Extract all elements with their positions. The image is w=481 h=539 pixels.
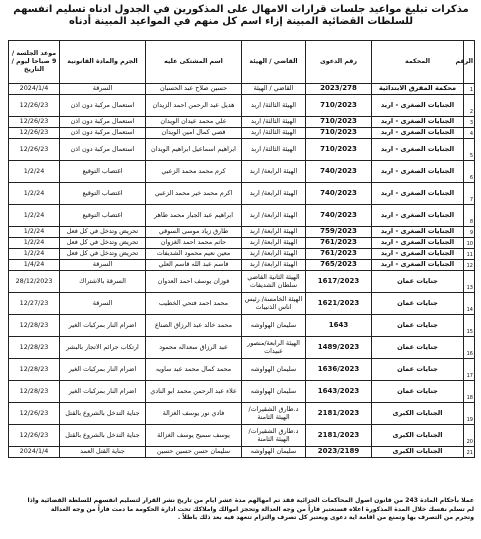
cell-date: 1/4/24 bbox=[9, 260, 60, 271]
cell-name: قاسم عبد الله قاسم العلي bbox=[146, 260, 242, 271]
table-row bbox=[9, 403, 475, 425]
table-row bbox=[9, 117, 475, 128]
cell-judge: د.طارق الشقيرات/الهيئة الثامنة bbox=[242, 403, 306, 425]
cell-charge: جناية القتل العمد bbox=[60, 447, 146, 458]
cell-date: 12/26/23 bbox=[9, 128, 60, 139]
cell-judge: الهيئة الرابعة/ اربد bbox=[242, 227, 306, 238]
cell-name: هديل عبد الرحمن احمد الزيدان bbox=[146, 95, 242, 117]
cell-date: 12/28/23 bbox=[9, 337, 60, 359]
cell-court: محكمة المفرق الابتدائية bbox=[372, 84, 464, 95]
page-title: مذكرات تبليغ مواعيد جلسات قرارات الامهال على المذكورين في الجدول ادناه تسليم انفسهم للسلطات القضائية المبينة إزاء اسم كل منهم في المواعيد المبينة أدناه bbox=[13, 4, 469, 27]
table-row bbox=[9, 271, 475, 293]
cell-date: 12/26/23 bbox=[9, 139, 60, 161]
cell-case: 761/2023 bbox=[306, 249, 372, 260]
cell-court: جنايات عمان bbox=[372, 359, 464, 381]
cell-name: طارق زياد موسى السوقي bbox=[146, 227, 242, 238]
cell-name: فادي نور يوسف الغزالة bbox=[146, 403, 242, 425]
cell-case: 2181/2023 bbox=[306, 403, 372, 425]
cell-charge: تحريض وتدخل في كل فعل bbox=[60, 238, 146, 249]
cell-name: ابراهيم عبد الجبار محمد طاهر bbox=[146, 205, 242, 227]
cell-case: 710/2023 bbox=[306, 139, 372, 161]
table-row bbox=[9, 161, 475, 183]
header-name: اسم المشتكى عليه bbox=[146, 41, 242, 84]
cell-judge: الهيئة الرابعة/منصور عبيدات bbox=[242, 337, 306, 359]
cell-num: 20 bbox=[464, 425, 475, 447]
table-row bbox=[9, 95, 475, 117]
cell-name: عبد الرزاق سعداله محمود bbox=[146, 337, 242, 359]
cell-num: 4 bbox=[464, 128, 475, 139]
table-row bbox=[9, 84, 475, 95]
cell-case: 759/2023 bbox=[306, 227, 372, 238]
cell-court: الجنايات الصغرى - اربد bbox=[372, 205, 464, 227]
cell-name: معين نعيم محمود الشديفات bbox=[146, 249, 242, 260]
cell-charge: جناية التدخل بالشروع بالقتل bbox=[60, 425, 146, 447]
cell-num: 8 bbox=[464, 205, 475, 227]
legal-notice-line: وتحرم من التصرف بها وتمنع من اقامة اية دعوى ويعتبر كل تصرف والتزام تتعهد فيه بعد ذلك باطلاً . bbox=[177, 514, 474, 522]
cell-name: فوزان يوسف احمد العدوان bbox=[146, 271, 242, 293]
table-row bbox=[9, 249, 475, 260]
cell-court: الجنايات الكبرى bbox=[372, 425, 464, 447]
cell-court: الجنايات الصغرى - اربد bbox=[372, 249, 464, 260]
cell-case: 765/2023 bbox=[306, 260, 372, 271]
cell-num: 17 bbox=[464, 359, 475, 381]
cell-num: 14 bbox=[464, 293, 475, 315]
cell-charge: جناية التدخل بالشروع بالقتل bbox=[60, 403, 146, 425]
cell-name: محمد كمال محمد عبد ساويه bbox=[146, 359, 242, 381]
header-judge: القاضي / الهيئة bbox=[242, 41, 306, 84]
cell-charge: اضرام النار بمركبات الغير bbox=[60, 381, 146, 403]
cell-num: 2 bbox=[464, 95, 475, 117]
cell-case: 2023/278 bbox=[306, 84, 372, 95]
cell-num: 18 bbox=[464, 381, 475, 403]
cell-case: 740/2023 bbox=[306, 183, 372, 205]
cell-case: 1636/2023 bbox=[306, 359, 372, 381]
cell-case: 2023/2189 bbox=[306, 447, 372, 458]
sessions-table bbox=[8, 40, 475, 458]
cell-name: حاتم محمد احمد الغزوان bbox=[146, 238, 242, 249]
cell-case: 1489/2023 bbox=[306, 337, 372, 359]
legal-notice-line: عملا بأحكام المادة 243 من قانون اصول المحاكمات الجزائية فقد تم امهالهم مدة عشر ايام من تاريخ نشر القرار لتسليم انفسهم للسلطة القضائية واذا bbox=[27, 497, 474, 504]
cell-judge: الهيئة الثالثة/ اربد bbox=[242, 128, 306, 139]
cell-name: علاء عبد الرحمن محمد ابو النادي bbox=[146, 381, 242, 403]
cell-charge: اضرام النار بمركبات الغير bbox=[60, 359, 146, 381]
table-row bbox=[9, 260, 475, 271]
header-num: الرقم bbox=[464, 41, 475, 84]
table-row bbox=[9, 293, 475, 315]
cell-date: 12/28/23 bbox=[9, 315, 60, 337]
cell-charge: اغتصاب التوقيع bbox=[60, 205, 146, 227]
cell-case: 1617/2023 bbox=[306, 271, 372, 293]
cell-case: 1643/2023 bbox=[306, 381, 372, 403]
table-row bbox=[9, 425, 475, 447]
cell-charge: ارتكاب جرائم الاتجار بالبشر bbox=[60, 337, 146, 359]
table-row bbox=[9, 128, 475, 139]
cell-judge: الهيئة الثالثة/ اربد bbox=[242, 139, 306, 161]
table-row bbox=[9, 337, 475, 359]
cell-num: 11 bbox=[464, 249, 475, 260]
cell-charge: اغتصاب التوقيع bbox=[60, 161, 146, 183]
cell-date: 12/26/23 bbox=[9, 403, 60, 425]
cell-judge: سليمان الهواوشه bbox=[242, 315, 306, 337]
header-charge: الجرم والمادة القانونية bbox=[60, 41, 146, 84]
cell-court: الجنايات الكبرى bbox=[372, 403, 464, 425]
cell-judge: الهيئة الرابعة/ اربد bbox=[242, 205, 306, 227]
cell-charge: السرقة بالاشتراك bbox=[60, 271, 146, 293]
cell-num: 5 bbox=[464, 139, 475, 161]
cell-judge: الهيئة الرابعة/ اربد bbox=[242, 183, 306, 205]
cell-date: 12/26/23 bbox=[9, 425, 60, 447]
table-row bbox=[9, 183, 475, 205]
cell-court: الجنايات الصغرى - اربد bbox=[372, 161, 464, 183]
cell-num: 6 bbox=[464, 161, 475, 183]
cell-judge: الهيئة الخامسة/ رئيس اناس الذنيبات bbox=[242, 293, 306, 315]
cell-judge: الهيئة الرابعة/ اربد bbox=[242, 161, 306, 183]
cell-judge: القاضي / الهيئة bbox=[242, 84, 306, 95]
header-court: المحكمة bbox=[372, 41, 464, 84]
cell-judge: سليمان الهواوشه bbox=[242, 359, 306, 381]
cell-court: الجنايات الصغرى - اربد bbox=[372, 128, 464, 139]
table-body bbox=[9, 84, 475, 458]
cell-name: كرم محمد محمد الزعبي bbox=[146, 161, 242, 183]
cell-date: 2024/1/4 bbox=[9, 84, 60, 95]
table-row bbox=[9, 227, 475, 238]
cell-charge: استعمال مركبة دون اذن bbox=[60, 117, 146, 128]
cell-charge: استعمال مركبة دون اذن bbox=[60, 128, 146, 139]
cell-date: 1/2/24 bbox=[9, 227, 60, 238]
cell-court: الجنايات الكبرى bbox=[372, 447, 464, 458]
cell-judge: الهيئة الرابعة/ اربد bbox=[242, 238, 306, 249]
cell-court: جنايات عمان bbox=[372, 293, 464, 315]
header-case: رقم الدعوى bbox=[306, 41, 372, 84]
cell-num: 12 bbox=[464, 260, 475, 271]
cell-court: جنايات عمان bbox=[372, 337, 464, 359]
cell-judge: الهيئة الثانية القاضي سلطان الشديفات bbox=[242, 271, 306, 293]
cell-case: 1621/2023 bbox=[306, 293, 372, 315]
table-row bbox=[9, 139, 475, 161]
cell-name: قصي كمال امين الويدان bbox=[146, 128, 242, 139]
cell-date: 1/2/24 bbox=[9, 238, 60, 249]
cell-num: 1 bbox=[464, 84, 475, 95]
table-row bbox=[9, 205, 475, 227]
cell-case: 761/2023 bbox=[306, 238, 372, 249]
cell-case: 710/2023 bbox=[306, 128, 372, 139]
header-date: موعد الجلسة / 9 صباحا ليوم / التاريخ bbox=[9, 41, 60, 84]
cell-charge: اغتصاب التوقيع bbox=[60, 183, 146, 205]
cell-court: جنايات عمان bbox=[372, 381, 464, 403]
cell-case: 2181/2023 bbox=[306, 425, 372, 447]
cell-judge: سليمان الهواوشه bbox=[242, 381, 306, 403]
cell-name: اكرم محمد خير محمد الزعبي bbox=[146, 183, 242, 205]
cell-name: يوسف سميح يوسف الغزالة bbox=[146, 425, 242, 447]
cell-num: 21 bbox=[464, 447, 475, 458]
cell-date: 1/2/24 bbox=[9, 249, 60, 260]
cell-name: محمد خالد عبد الرزاق الصناع bbox=[146, 315, 242, 337]
cell-name: ابراهيم اسماعيل ابراهيم الويدان bbox=[146, 139, 242, 161]
cell-num: 16 bbox=[464, 337, 475, 359]
cell-num: 9 bbox=[464, 227, 475, 238]
cell-charge: السرقة bbox=[60, 260, 146, 271]
cell-case: 740/2023 bbox=[306, 205, 372, 227]
cell-num: 13 bbox=[464, 271, 475, 293]
cell-num: 3 bbox=[464, 117, 475, 128]
cell-case: 1643 bbox=[306, 315, 372, 337]
table-row bbox=[9, 447, 475, 458]
cell-name: علي محمد عيدان الويدان bbox=[146, 117, 242, 128]
table-header-row bbox=[9, 41, 475, 84]
cell-date: 1/2/24 bbox=[9, 161, 60, 183]
cell-court: الجنايات الصغرى - اربد bbox=[372, 139, 464, 161]
cell-charge: استعمال مركبة دون اذن bbox=[60, 139, 146, 161]
cell-court: الجنايات الصغرى - اربد bbox=[372, 227, 464, 238]
cell-court: جنايات عمان bbox=[372, 315, 464, 337]
cell-num: 7 bbox=[464, 183, 475, 205]
cell-date: 1/2/24 bbox=[9, 183, 60, 205]
cell-charge: السرقة bbox=[60, 84, 146, 95]
cell-charge: تحريض وتدخل في كل فعل bbox=[60, 249, 146, 260]
cell-name: سليمان حسن حسين حسين bbox=[146, 447, 242, 458]
table-row bbox=[9, 315, 475, 337]
legal-notice-line: لم تسلم نفسك خلال المدة المذكورة اعلاه فستعتبر فاراً من وجه العدالة وتحجز اموالك واملاكك تحت ادارة الحكومة ما دمت فاراً من وجه العدالة bbox=[50, 505, 474, 513]
cell-charge: اضرام النار بمركبات الغير bbox=[60, 315, 146, 337]
cell-date: 12/28/23 bbox=[9, 381, 60, 403]
table-row bbox=[9, 238, 475, 249]
cell-judge: الهيئة الثالثة/ اربد bbox=[242, 95, 306, 117]
cell-court: الجنايات الصغرى - اربد bbox=[372, 183, 464, 205]
cell-judge: الهيئة الرابعة/ اربد bbox=[242, 249, 306, 260]
cell-name: حسين صلاح عبد الحسبان bbox=[146, 84, 242, 95]
cell-date: 12/26/23 bbox=[9, 117, 60, 128]
cell-num: 15 bbox=[464, 315, 475, 337]
cell-date: 1/2/24 bbox=[9, 205, 60, 227]
cell-date: 12/26/23 bbox=[9, 95, 60, 117]
cell-num: 10 bbox=[464, 238, 475, 249]
cell-court: الجنايات الصغرى - اربد bbox=[372, 95, 464, 117]
cell-date: 12/28/23 bbox=[9, 359, 60, 381]
cell-charge: تحريض وتدخل في كل فعل bbox=[60, 227, 146, 238]
cell-judge: د.طارق الشقيرات/الهيئة الثامنة bbox=[242, 425, 306, 447]
cell-court: جنايات عمان bbox=[372, 271, 464, 293]
legal-notice bbox=[8, 497, 474, 523]
cell-charge: السرقة bbox=[60, 293, 146, 315]
cell-date: 28/12/2023 bbox=[9, 271, 60, 293]
cell-case: 710/2023 bbox=[306, 117, 372, 128]
cell-judge: الهيئة الرابعة/ اربد bbox=[242, 260, 306, 271]
cell-court: الجنايات الصغرى - اربد bbox=[372, 260, 464, 271]
cell-date: 12/27/23 bbox=[9, 293, 60, 315]
cell-date: 2024/1/4 bbox=[9, 447, 60, 458]
table-row bbox=[9, 359, 475, 381]
cell-judge: الهيئة الثالثة/ اربد bbox=[242, 117, 306, 128]
cell-court: الجنايات الصغرى - اربد bbox=[372, 238, 464, 249]
cell-case: 740/2023 bbox=[306, 161, 372, 183]
table-row bbox=[9, 381, 475, 403]
cell-charge: استعمال مركبة دون اذن bbox=[60, 95, 146, 117]
cell-num: 19 bbox=[464, 403, 475, 425]
cell-name: محمد احمد فتحي الخطيب bbox=[146, 293, 242, 315]
cell-court: الجنايات الصغرى - اربد bbox=[372, 117, 464, 128]
cell-case: 710/2023 bbox=[306, 95, 372, 117]
cell-judge: سليمان الهواوشه bbox=[242, 447, 306, 458]
